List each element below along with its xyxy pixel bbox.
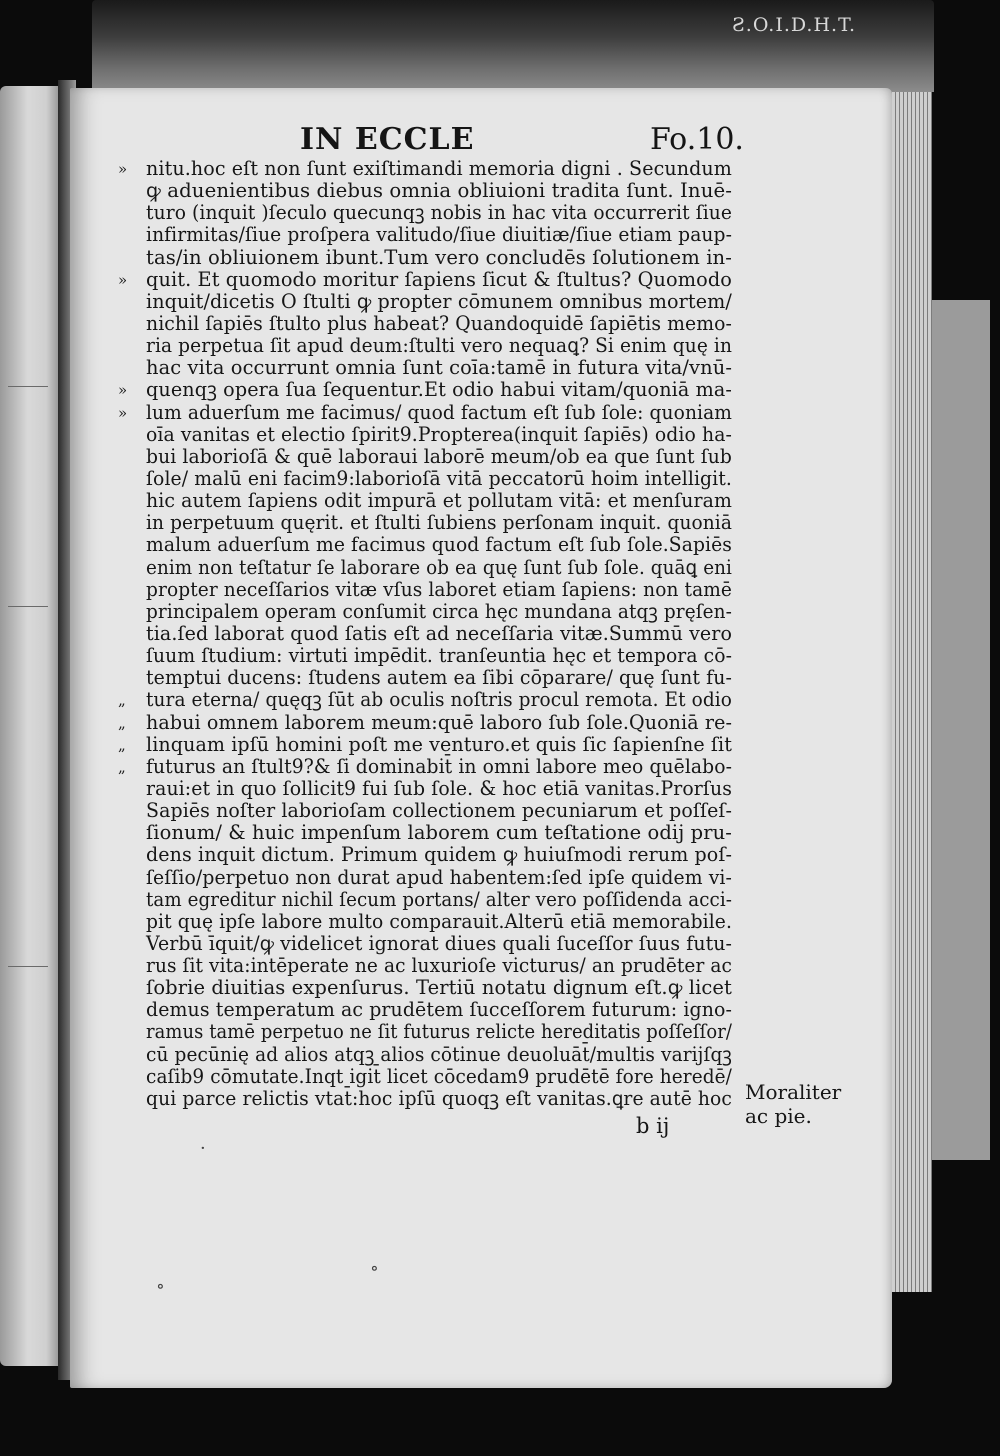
text-line-content: lum aduerſum me facimus/ quod factum eſt ſub ſole: quoniam: [146, 400, 732, 424]
text-line: [146, 335, 746, 357]
text-line-content: quit. Et quomodo moritur ſapiens ſicut & ſtultus? Quomodo: [146, 267, 732, 291]
text-line-content: infirmitas/ſiue proſpera valitudo/ſiue diuitiæ/ſiue etiam paup-: [146, 223, 732, 247]
text-line: [118, 754, 746, 778]
text-line: [146, 778, 746, 800]
text-line: [118, 157, 746, 180]
text-line-content: caſib9 cōmutate.Inqt igit̄ licet cōcedam9 prudētē fore heredē/: [146, 1064, 732, 1088]
text-line-content: ria perpetua ſit apud deum:ſtulti vero nequaꝗ? Si enim quę in: [146, 334, 732, 358]
text-line-content: propter neceſſarios vitæ vſus laboret etiam ſapiens: non tamē: [146, 577, 732, 601]
text-line: [146, 1044, 746, 1066]
text-line-content: ſuum ſtudium: virtuti impēdit. tranſeuntia hęc et tempora cō-: [146, 644, 732, 668]
marginal-note: [745, 1080, 841, 1128]
text-line-content: Verbū īquit/ꝙ videlicet ignorat diues quali ſuceſſor ſuus futu-: [146, 931, 732, 955]
page-header: [150, 122, 750, 158]
stain-mark: ·: [200, 1138, 206, 1159]
text-line-content: principalem operam conſumit circa hęc mundana atqꝫ pręſen-: [146, 599, 732, 623]
text-line-content: nichil ſapiēs ſtulto plus habeat? Quandoquidē ſapiētis memo-: [146, 311, 732, 335]
text-line: [118, 688, 746, 712]
text-line: [146, 1066, 746, 1088]
text-line-content: raui:et in quo ſollicit9 fui ſub ſole. & hoc etiā vanitas.Prorſus: [146, 776, 732, 800]
text-line: [146, 844, 746, 866]
text-line-content: linquam ipſū homini poſt me venturo.et quis ſic ſapienſne ſit: [146, 732, 732, 756]
text-line: [146, 999, 746, 1021]
text-line: [146, 1088, 746, 1110]
text-line: [146, 534, 746, 556]
text-line: [146, 247, 746, 269]
text-line-content: ſeſſio/perpetuo non durat apud habentem:ſed ipſe quidem vi-: [146, 865, 732, 889]
text-line: [146, 933, 746, 955]
quotation-marker: „: [118, 691, 126, 710]
text-line: [146, 557, 746, 579]
text-line: [146, 180, 746, 202]
text-line: [146, 357, 746, 379]
text-line-content: tas/in obliuionem ibunt.Tum vero concludēs ſolutionem in-: [146, 245, 732, 269]
text-line-content: in perpetuum quęrit. et ſtulti ſubiens perſonam inquit. quoniā: [146, 511, 732, 535]
text-line: [146, 424, 746, 446]
spine-label: Ƨ.O.I.D.H.T.: [731, 14, 856, 36]
quotation-marker: „: [118, 735, 126, 754]
text-line-content: enim non teſtatur ſe laborare ob ea quę ſunt ſub ſole. quāꝗ eni: [146, 555, 732, 579]
text-line-content: habui omnem laborem meum:quē laboro ſub ſole.Quoniā re-: [146, 710, 732, 734]
stain-mark: ∘: [370, 1258, 379, 1279]
text-line: [118, 378, 746, 402]
text-line-content: hac vita occurrunt omnia ſunt coīa:tamē in futura vita/vnū-: [146, 356, 732, 380]
text-line: [146, 889, 746, 911]
stain-mark: ∘: [156, 1276, 165, 1297]
text-line-content: inquit/dicetis O ſtulti ꝙ propter cōmunem omnibus mortem/: [146, 289, 732, 313]
text-line: [146, 202, 746, 224]
text-line-content: ramus tamē perpetuo ne ſit futurus relicte hereditatis poſſeſſor/: [146, 1020, 732, 1044]
text-line: [146, 313, 746, 335]
text-line: [146, 667, 746, 689]
text-line-content: tura eterna/ quęqꝫ ſūt ab oculis noſtris procul remota. Et odio: [146, 688, 732, 712]
text-line-content: futurus an ſtult9?& ſi dominabit̄ in omni labore meo quēlabo-: [146, 754, 732, 778]
quotation-marker: »: [118, 381, 128, 400]
text-line-content: ꝙ aduenientibus diebus omnia obliuioni tradita ſunt. Inuē-: [146, 179, 732, 203]
text-line-content: pit quę ipſe labore multo comparauit.Alterū etiā memorabile.: [146, 909, 732, 933]
text-line-content: ſionum/ & huic impenſum laborem cum teſtatione odij pru-: [146, 821, 732, 845]
text-line-content: turo (inquit )ſeculo quecunqꝫ nobis in hac vita occurrerit ſiue: [146, 201, 732, 225]
text-line: [118, 710, 746, 734]
text-line: [146, 224, 746, 246]
text-line: [146, 822, 746, 844]
text-line: [146, 1021, 746, 1043]
running-head: IN ECCLE: [300, 122, 475, 157]
text-line-content: qui parce relictis vtat̄:hoc ipſū quoqꝫ eſt vanitas.ꝗre autē hoc: [146, 1086, 732, 1110]
text-line-content: dens inquit dictum. Primum quidem ꝙ huiuſmodi rerum poſ-: [146, 843, 732, 867]
quotation-marker: „: [118, 757, 126, 776]
quotation-marker: »: [118, 160, 128, 178]
left-page-edge: [0, 86, 62, 1366]
text-line: [146, 601, 746, 623]
quotation-marker: „: [118, 713, 126, 732]
folio-number: Fo.10.: [650, 122, 744, 157]
quotation-marker: »: [118, 270, 128, 289]
text-line-content: temptui ducens: ſtudens autem ea ſibi cōparare/ quę ſunt fu-: [146, 666, 732, 690]
book-top-edge: [92, 0, 934, 92]
text-line-content: Sapiēs noſter laborioſam collectionem pecuniarum et poſſeſ-: [146, 799, 732, 823]
text-line-content: tam egreditur nichil ſecum portans/ alter vero poſſidenda acci-: [146, 887, 732, 911]
body-text: [118, 157, 746, 1110]
text-line-content: hic autem ſapiens odit impurā et pollutam vitā: et menſuram: [146, 489, 732, 513]
text-line: [146, 512, 746, 534]
marginal-note-line: ac pie.: [745, 1104, 812, 1128]
text-line-content: tia.ſed laborat quod ſatis eſt ad neceſſaria vitæ.Summū vero: [146, 621, 732, 645]
text-line: [118, 267, 746, 291]
text-line: [146, 800, 746, 822]
text-line-content: demus temperatum ac prudētem ſucceſſorem futurum: igno-: [146, 998, 732, 1022]
text-line: [146, 867, 746, 889]
text-line: [146, 645, 746, 667]
text-line: [146, 291, 746, 313]
text-line-content: oīa vanitas et electio ſpirit9.Propterea(inquit ſapiēs) odio ha-: [146, 422, 732, 446]
text-line: [146, 446, 746, 468]
text-line: [146, 468, 746, 490]
text-line-content: cū pecūnię ad alios atqꝫ alios cōtinue deuoluāt̄/multis varijſqꝫ: [146, 1042, 732, 1066]
text-line-content: nitu.hoc eſt non ſunt exiſtimandi memoria digni . Secundum: [146, 157, 732, 180]
quotation-marker: »: [118, 403, 128, 422]
marginal-note-line: Moraliter: [745, 1080, 842, 1104]
text-line-content: rus ſit vita:intēperate ne ac luxurioſe victurus/ an prudēter ac: [146, 954, 732, 978]
text-line-content: bui laborioſā & quē laboraui laborē meum/ob ea que ſunt ſub: [146, 444, 732, 468]
text-line: [146, 579, 746, 601]
text-line-content: quenqꝫ opera ſua ſequentur.Et odio habui vitam/quoniā ma-: [146, 378, 732, 402]
text-line: [146, 955, 746, 977]
text-line: [146, 490, 746, 512]
text-line: [146, 911, 746, 933]
text-line: [118, 732, 746, 756]
signature-mark: b ij: [636, 1114, 670, 1138]
text-line-content: ſole/ malū eni facim9:laborioſā vitā peccatorū hoim intelligit.: [146, 466, 732, 490]
text-line: [146, 623, 746, 645]
text-line: [118, 400, 746, 424]
text-line-content: malum aduerſum me facimus quod factum eſt ſub ſole.Sapiēs: [146, 533, 732, 557]
text-line: [146, 977, 746, 999]
text-line-content: ſobrie diuitias expenſurus. Tertiū notatu dignum eſt.ꝙ licet: [146, 976, 732, 1000]
